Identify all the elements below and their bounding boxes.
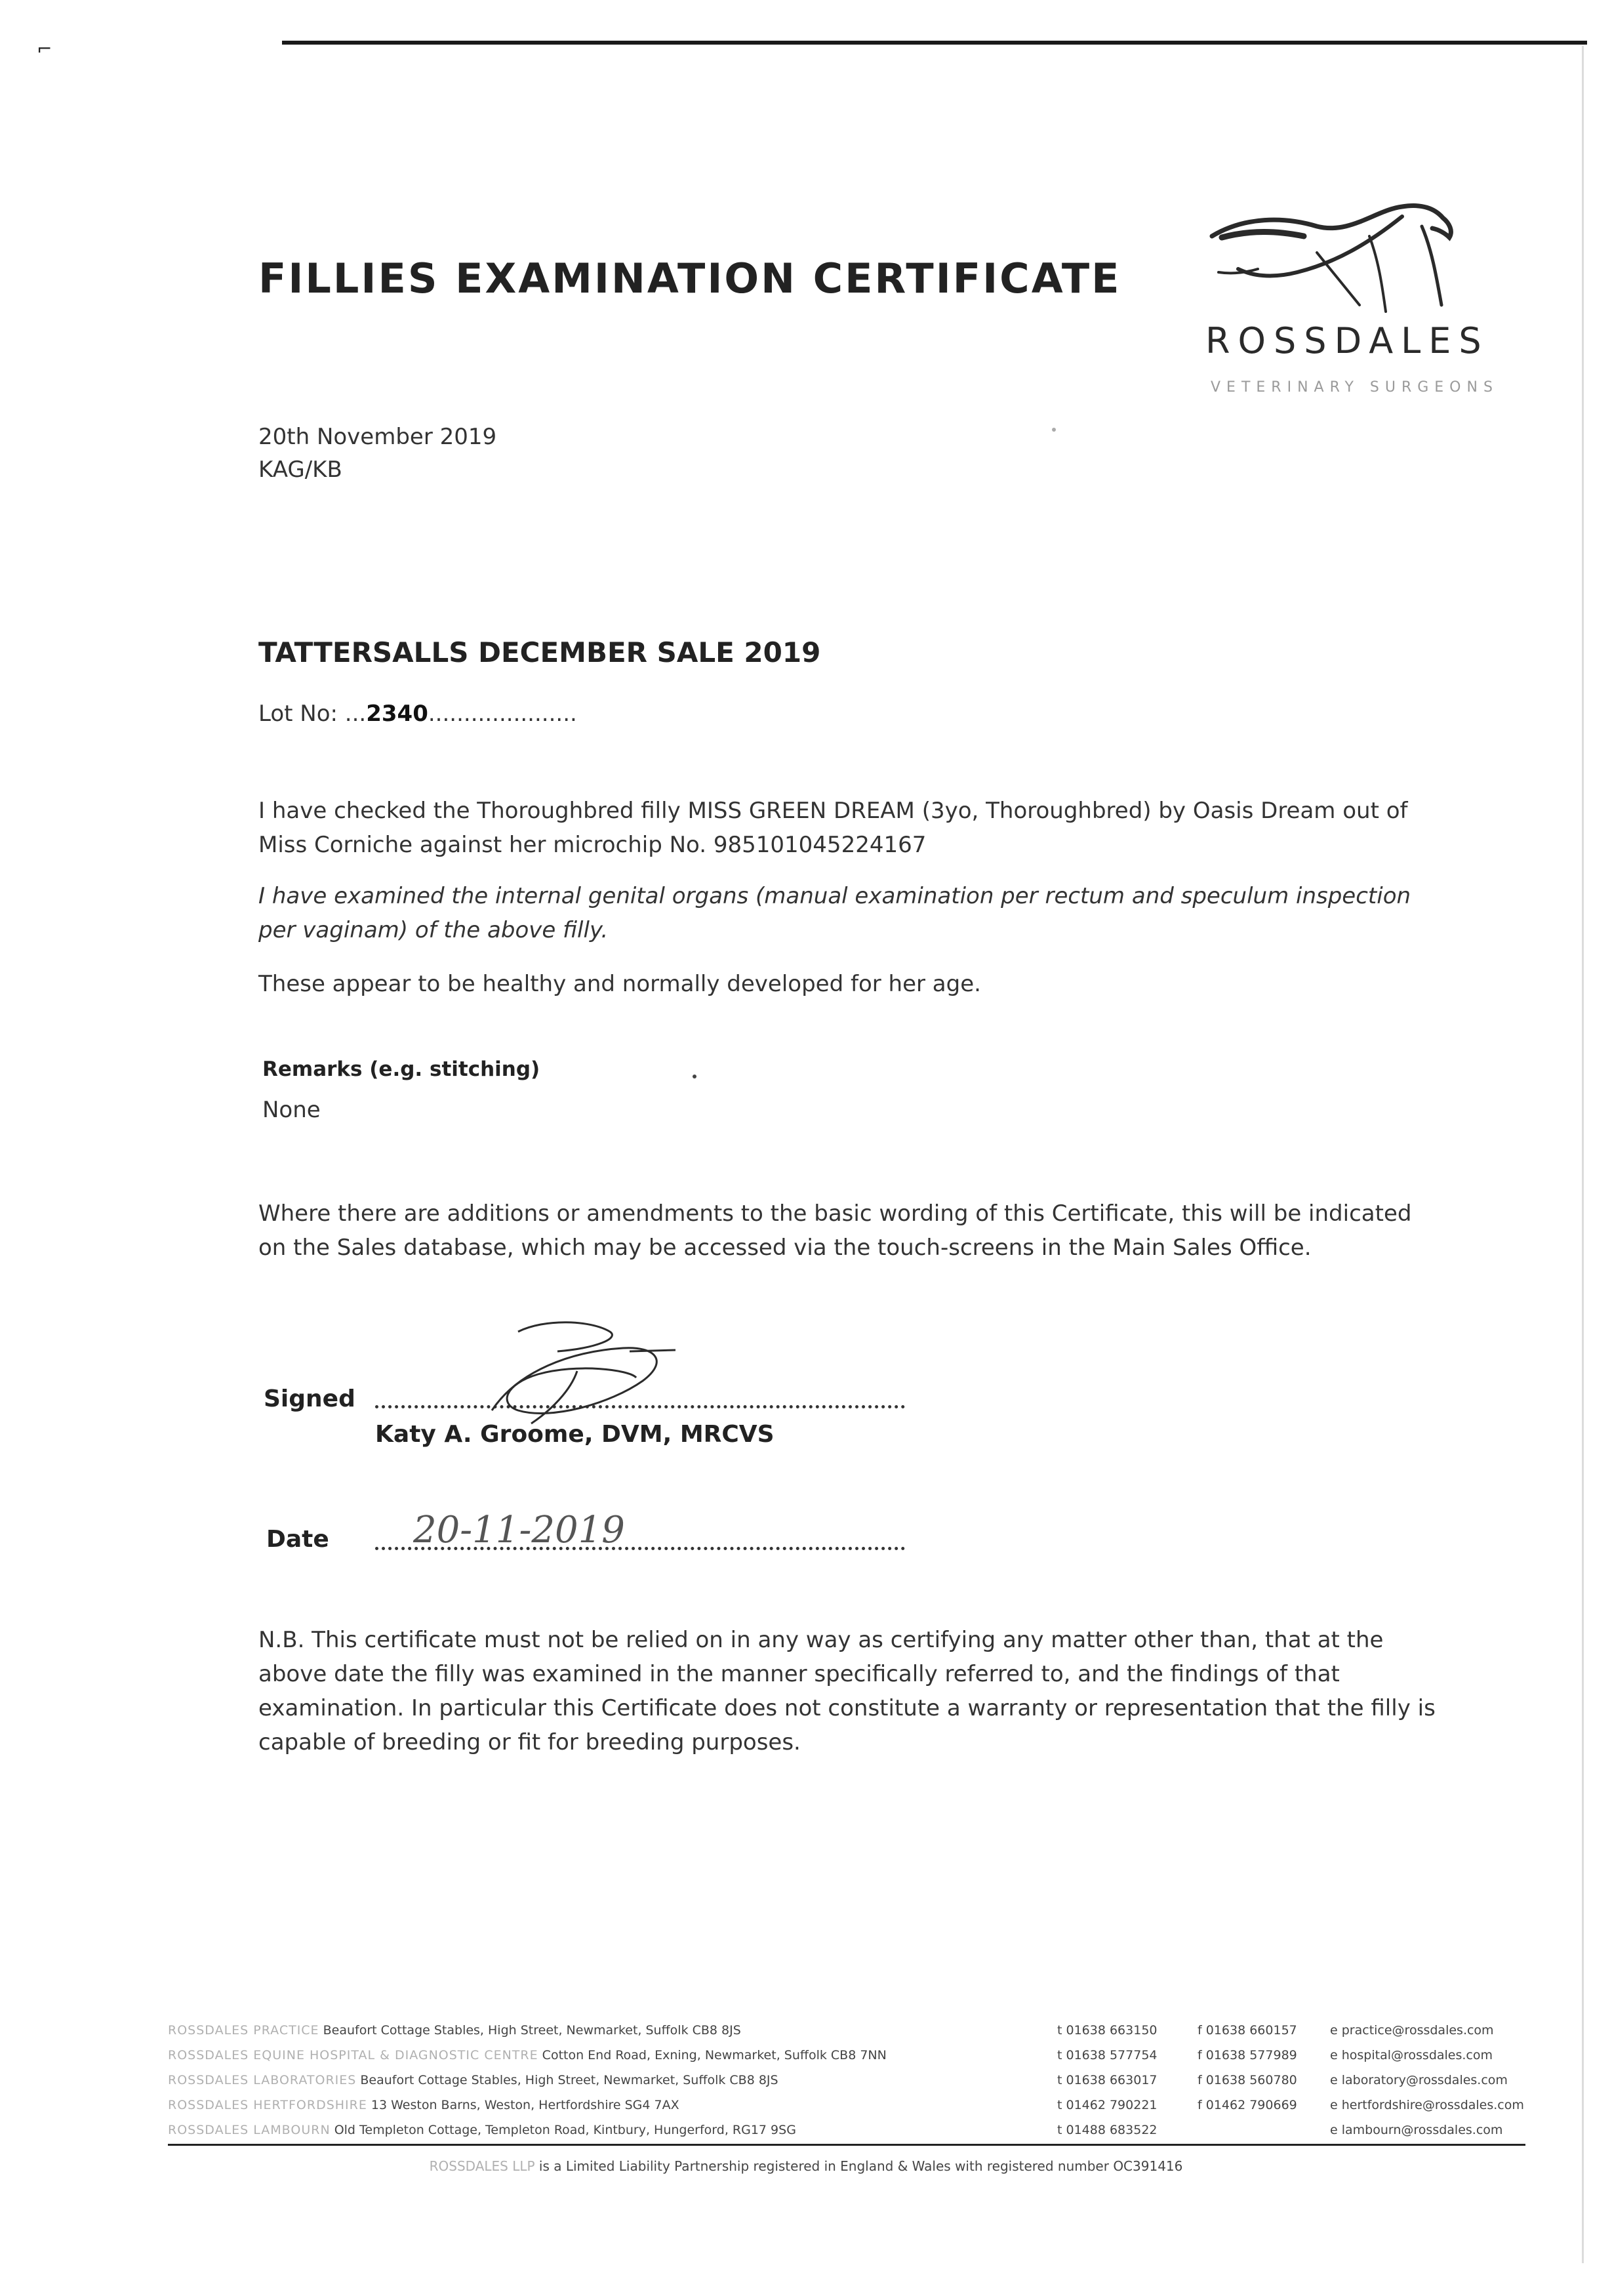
footer-address: Beaufort Cottage Stables, High Street, Newmarket, Suffolk CB8 8JS bbox=[360, 2073, 778, 2087]
footer-email: e hertfordshire@rossdales.com bbox=[1330, 2098, 1524, 2112]
footer-division: ROSSDALES EQUINE HOSPITAL & DIAGNOSTIC CENTRE bbox=[168, 2048, 538, 2062]
footer-row bbox=[168, 2023, 741, 2038]
footer-address: Old Templeton Cottage, Templeton Road, Kintbury, Hungerford, RG17 9SG bbox=[334, 2123, 796, 2137]
signed-label: Signed bbox=[264, 1385, 355, 1412]
scan-edge bbox=[1582, 46, 1584, 2263]
footer-tel: t 01638 663150 bbox=[1057, 2023, 1158, 2038]
footer-email: e hospital@rossdales.com bbox=[1330, 2048, 1493, 2062]
footer-rule bbox=[168, 2144, 1525, 2146]
footer-row bbox=[168, 2123, 796, 2137]
footer-fax: f 01638 660157 bbox=[1198, 2023, 1297, 2038]
scan-speck bbox=[1052, 428, 1056, 432]
signer-name: Katy A. Groome, DVM, MRCVS bbox=[375, 1421, 775, 1448]
top-rule bbox=[282, 41, 1587, 45]
horse-logo-icon bbox=[1205, 190, 1494, 321]
footer-email: e practice@rossdales.com bbox=[1330, 2023, 1494, 2038]
footer-tel: t 01638 577754 bbox=[1057, 2048, 1158, 2062]
footer-address: 13 Weston Barns, Weston, Hertfordshire SG4 7AX bbox=[371, 2098, 679, 2112]
findings-paragraph: These appear to be healthy and normally developed for her age. bbox=[258, 971, 981, 997]
footer-division: ROSSDALES LAMBOURN bbox=[168, 2123, 331, 2137]
logo-subtitle: VETERINARY SURGEONS bbox=[1211, 379, 1499, 396]
scan-speck bbox=[693, 1075, 696, 1078]
sale-title: TATTERSALLS DECEMBER SALE 2019 bbox=[258, 636, 821, 668]
footer-address: Cotton End Road, Exning, Newmarket, Suffolk CB8 7NN bbox=[542, 2048, 887, 2062]
footer-email: e laboratory@rossdales.com bbox=[1330, 2073, 1508, 2087]
footer-company: ROSSDALES LLP bbox=[429, 2158, 535, 2174]
microchip-paragraph: I have checked the Thoroughbred filly MISS GREEN DREAM (3yo, Thoroughbred) by Oasis Dream out of Miss Corniche against her microchip No. 985101045224167 bbox=[258, 798, 1408, 858]
amendments-paragraph: Where there are additions or amendments to the basic wording of this Certificate, this will be indicated on the Sales database, which may be accessed via the touch-screens in the Main Sales Office. bbox=[258, 1200, 1412, 1261]
footer-email: e lambourn@rossdales.com bbox=[1330, 2123, 1503, 2137]
rossdales-logo bbox=[1205, 190, 1499, 413]
remarks-label: Remarks (e.g. stitching) bbox=[262, 1057, 540, 1081]
lot-prefix: ... bbox=[344, 701, 367, 727]
letter-date: 20th November 2019 bbox=[258, 424, 497, 450]
examination-paragraph: I have examined the internal genital organs (manual examination per rectum and speculum inspection per vaginam) of the above filly. bbox=[258, 883, 1411, 943]
footer-tel: t 01638 663017 bbox=[1057, 2073, 1158, 2087]
handwritten-date: 20-11-2019 bbox=[413, 1509, 625, 1551]
logo-wordmark: ROSSDALES bbox=[1205, 320, 1489, 361]
footer-registration: is a Limited Liability Partnership registered in England & Wales with registered number OC391416 bbox=[538, 2158, 1183, 2174]
lot-suffix: ..................... bbox=[428, 701, 577, 727]
corner-mark: ⌐ bbox=[37, 38, 52, 60]
certificate-title: FILLIES EXAMINATION CERTIFICATE bbox=[258, 255, 1121, 302]
footer-division: ROSSDALES PRACTICE bbox=[168, 2023, 319, 2038]
remarks-value: None bbox=[262, 1097, 321, 1123]
lot-label: Lot No: bbox=[258, 701, 338, 727]
footer-tel: t 01462 790221 bbox=[1057, 2098, 1158, 2112]
footer-division: ROSSDALES LABORATORIES bbox=[168, 2073, 357, 2087]
lot-number-line bbox=[258, 701, 577, 727]
nb-disclaimer: N.B. This certificate must not be relied on in any way as certifying any matter other than, that at the above date the filly was examined in the manner specifically referred to, and the findings of that examination. In particular this Certificate does not constitute a warranty or representation that the filly is capable of breeding or fit for breeding purposes. bbox=[258, 1627, 1436, 1755]
footer-registration-note bbox=[0, 2158, 1612, 2174]
footer-row bbox=[168, 2098, 679, 2112]
handwritten-signature bbox=[479, 1312, 689, 1430]
footer-address: Beaufort Cottage Stables, High Street, Newmarket, Suffolk CB8 8JS bbox=[323, 2023, 741, 2038]
footer-fax: f 01462 790669 bbox=[1198, 2098, 1297, 2112]
footer-fax: f 01638 577989 bbox=[1198, 2048, 1297, 2062]
footer-row bbox=[168, 2048, 887, 2062]
footer-division: ROSSDALES HERTFORDSHIRE bbox=[168, 2098, 367, 2112]
lot-number: 2340 bbox=[366, 701, 428, 727]
letter-reference: KAG/KB bbox=[258, 457, 342, 483]
footer-row bbox=[168, 2073, 778, 2087]
date-label: Date bbox=[266, 1526, 329, 1553]
footer-fax: f 01638 560780 bbox=[1198, 2073, 1297, 2087]
footer-tel: t 01488 683522 bbox=[1057, 2123, 1158, 2137]
